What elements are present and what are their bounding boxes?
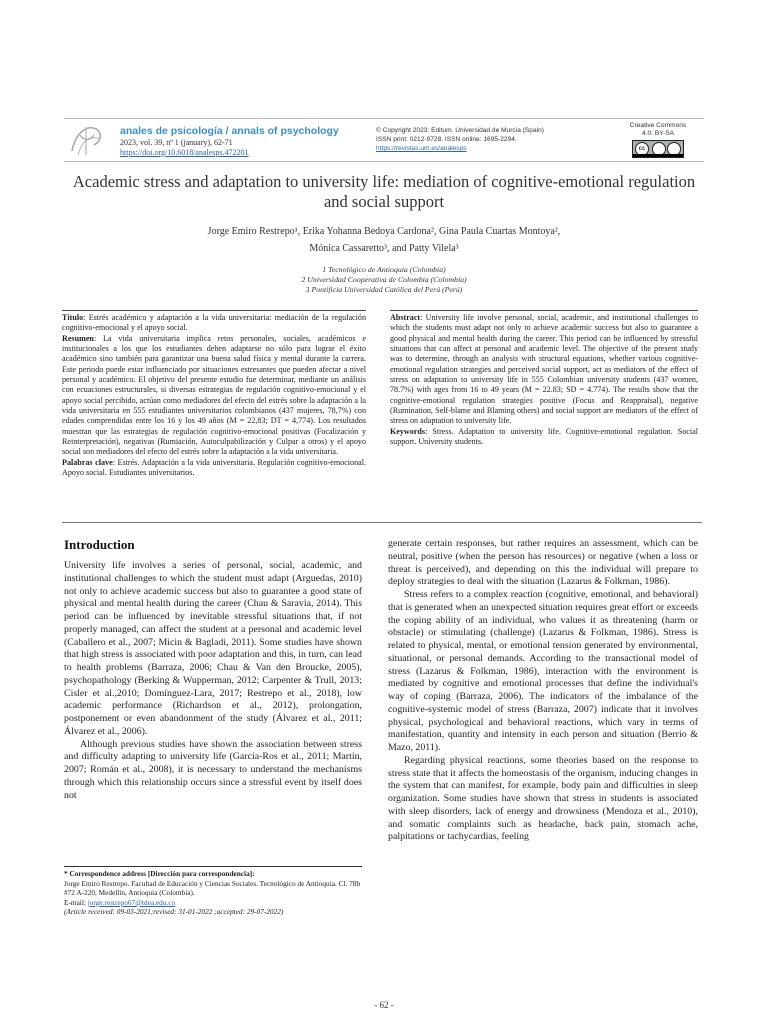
copyright-block <box>376 126 544 153</box>
affiliation-3: 3 Pontificia Universidad Católica del Perú (Perú) <box>305 285 463 294</box>
email-link[interactable]: jorge.restrepo67@tdea.edu.co <box>87 897 176 907</box>
badge-strip <box>633 154 683 157</box>
paragraph: Although previous studies have shown the association between stress and difficulty adapting to university life (García-Ros et al., 2011; Martín, 2007; Román et al., 2008), it is necessary to understand the mechanisms through which this relationship occurs since a stressful event by itself does not <box>64 738 362 801</box>
issn-line: ISSN print: 0212-9728. ISSN online: 1695-2294. <box>376 136 517 143</box>
cc-by-sa-badge-icon[interactable] <box>632 140 684 158</box>
paragraph: generate certain responses, but rather requires an assessment, which can be neutral, positive (when the person has resources) or negative (when a loss or threat is perceived), and depending on this the individual will prepare to deploy strategies to deal with the situation (Lazarus & Folkman, 1986). <box>388 538 698 588</box>
journal-header <box>64 118 704 162</box>
correspondence-email-line <box>64 898 362 908</box>
resumen-label: Resumen <box>62 333 94 343</box>
left-column <box>64 560 362 802</box>
abstract-text: : University life involve personal, social, academic, and institutional challenges to which the students must adapt not only to achieve academic success but also to guarantee a good physical and mental health during the career. This period can be influenced by stressful situations that can affect at personal and academic level. The objective of the present study was to determine, through an analysis with structural equations, whether various cognitive-emotional regulation strategies and perceived social support, act as mediators of the effect of stress on adaptation to university life in 555 Colombian university students (437 women, 78.7%) with ages from 16 to 49 years (M = 22.83; SD = 4.774). The results show that the cognitive-emotional regulation strategies positive (Focus and Reappraisal), negative (Rumination, Self-blame and Blaming others) and social support are mediators of the effect of stress on adaptation to university life. <box>390 313 698 426</box>
article-dates: (Article received: 09-03-2021;revised: 31-01-2022 ;accepted: 29-07-2022) <box>64 907 284 917</box>
paragraph: Regarding physical reactions, some theories based on the response to stress state that it affects the homeostasis of the organism, inducing changes in the system that can manifest, for example, body pain and difficulties in sleep organization. Some studies have shown that stress in students is associated with sleep disorders, lack of energy and drowsiness (Mendoza et al., 2010), and somatic complaints such as headache, back pain, stomach ache, palpitations or tachycardias, feeling <box>388 754 698 843</box>
keywords-label: Keywords <box>390 426 426 436</box>
affiliation-1: 1 Tecnológico de Antioquia (Colombia) <box>322 265 446 274</box>
journal-logo-icon <box>66 121 112 159</box>
correspondence-footnote <box>64 866 362 917</box>
correspondence-address: Jorge Emiro Restrepo. Facultad de Educación y Ciencias Sociales. Tecnológico de Antioquia. Cl. 78b #72 A-220, Medellín, Antioquia (Colombia). <box>64 878 361 898</box>
spanish-title-block <box>62 313 366 334</box>
abstract-block <box>390 313 698 427</box>
license-title: Creative Commons <box>629 122 687 129</box>
citation-line: 2023, vol. 39, nº 1 (january), 62-71 <box>120 138 233 147</box>
journal-citation <box>120 138 249 157</box>
journal-name[interactable]: anales de psicología / annals of psychology <box>120 125 339 137</box>
article-title: Academic stress and adaptation to university life: mediation of cognitive-emotional regulation and social support <box>72 172 696 211</box>
copyright-line: © Copyright 2023: Editum. Universidad de Murcia (Spain) <box>376 127 544 134</box>
paragraph: University life involves a series of personal, social, academic, and institutional challenges to which the student must adapt (Arguedas, 2010) not only to achieve academic success but also to guarantee a good state of physical and mental health during the career (Chau & Saravia, 2014). This period can be influenced by inevitable stressful situations that, if not properly managed, can affect the student at a personal and academic level (Caballero et al., 2007; Micin & Bagladi, 2011). Some studies have shown that high stress is associated with poor adaptation and this, in turn, can lead to health problems (Barraza, 2006; Chau & Van den Broucke, 2005), psychopathology (Berking & Wupperman, 2012; Carpenter & Trull, 2013; Cisler et al.,2010; Domínguez-Lara, 2017; Restrepo et al., 2018), low academic performance (Richardson et al., 2012), prolongation, postponement or even abandonment of the study (Álvarez et al., 2011; Álvarez et al., 2006). <box>64 560 362 737</box>
titulo-label: Título <box>62 313 84 322</box>
authors-line-1: Jorge Emiro Restrepo¹, Erika Yohanna Bedoya Cardona², Gina Paula Cuartas Montoya², <box>207 226 561 237</box>
section-heading-introduction: Introduction <box>64 537 135 552</box>
titulo-text: : Estrés académico y adaptación a la vida universitaria: mediación de la regulación cognitivo-emocional y el apoyo social. <box>62 313 366 333</box>
palabras-clave-block <box>62 458 366 479</box>
affiliations <box>100 265 668 295</box>
journal-url-link[interactable]: https://revistas.um.es/analesps <box>376 145 467 152</box>
resumen-text: : La vida universitaria implica retos personales, sociales, académicos e institucionales a los que los estudiantes deben adaptarse no sólo para lograr el éxito académico sino también para garantizar una buena salud física y mental durante la carrera. Este periodo puede estar influenciado por situaciones estresantes que pueden afectar a nivel personal y académico. El objetivo del presente estudio fue determinar, mediante un análisis con ecuaciones estructurales, si diversas estrategias de regulación cognitivo-emocional y el apoyo social percibido, actúan como mediadores del efecto del estrés sobre la adaptación a la vida universitaria en 555 estudiantes universitarios colombianos (437 mujeres, 78,7%) con edades comprendidas entre los 16 y los 49 años (M = 22,83; DT = 4,774). Los resultados muestran que las estrategias de regulación cognitivo-emocional positivas (Focalización y Reinterpretación), negativas (Rumiación, Autoculpabilización y Culpar a otros) y el apoyo social son mediadores del efecto del estrés sobre la adaptación a la vida universitaria. <box>62 333 366 457</box>
license-version: 4.0: BY-SA <box>641 130 674 137</box>
page-number: - 62 - <box>374 1000 394 1010</box>
correspondence-label: * Correspondence address [Dirección para correspondencia]: <box>64 869 255 878</box>
affiliation-2: 2 Universidad Cooperativa de Colombia (Colombia) <box>301 275 467 284</box>
resumen-block <box>62 334 366 458</box>
keywords-text: : Stress. Adaptation to university life. Cognitive-emotional regulation. Social support. University students. <box>390 426 698 447</box>
abstract-english <box>390 310 698 447</box>
palabras-clave-label: Palabras clave <box>62 457 113 467</box>
palabras-clave-text: : Estrés. Adaptación a la vida universitaria. Regulación cognitivo-emocional. Apoyo social. Estudiantes universitarios. <box>62 457 366 478</box>
abstract-label: Abstract <box>390 313 421 322</box>
author-list <box>100 223 668 257</box>
authors-line-2: Mónica Cassaretto³, and Patty Vilela³ <box>309 243 459 254</box>
cc-icon: cc <box>635 142 649 156</box>
paragraph: Stress refers to a complex reaction (cognitive, emotional, and behavioral) that is generated when an unexpected situation requires great effort or exceeds the coping ability of an individual, who values it as threatening (harm or obstacle) or stimulating (challenge) (Lazarus & Folkman, 1986). Stress is related to physical, mental, or emotional tension generated by environmental, situational, or personal demands. According to the transactional model of stress (Lazarus & Folkman, 1986), interaction with the environment is mediated by cognitive and emotional processes that define the individual's way of coping (Barraza, 2006). The indicators of the imbalance of the cognitive-systemic model of stress (Barraza, 2007) indicate that it involves physical, psychological and behavioral reactions, which vary in terms of manifestation, quantity and intensity in each person and situation (Berrio & Mazo, 2011). <box>388 589 698 753</box>
right-column <box>388 538 698 844</box>
abstract-spanish <box>62 310 366 479</box>
abstract-divider <box>62 522 702 523</box>
license-block <box>618 122 698 158</box>
email-label: E-mail: <box>64 897 88 907</box>
doi-link[interactable]: https://doi.org/10.6018/analesps.472201 <box>120 147 249 157</box>
keywords-block <box>390 427 698 448</box>
